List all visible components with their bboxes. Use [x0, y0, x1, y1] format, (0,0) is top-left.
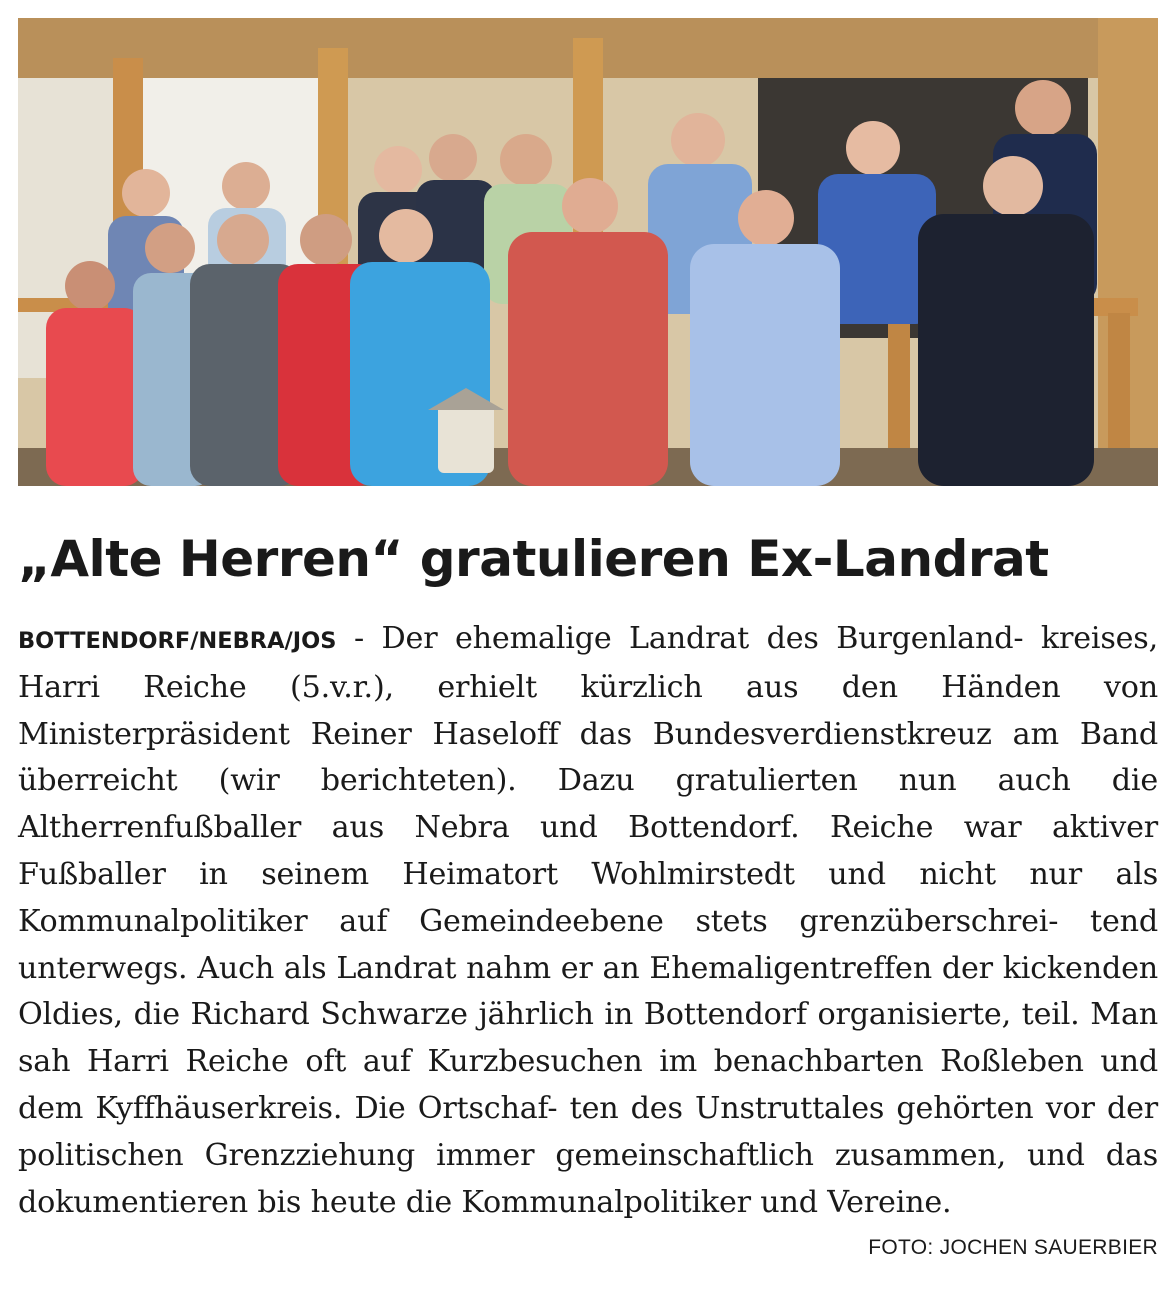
- article-headline: „Alte Herren“ gratulieren Ex-Landrat: [18, 530, 1049, 588]
- article-line: Ministerpräsident Reiner Haseloff das Bundesverdienstkreuz am: [18, 716, 1059, 752]
- article-body: [18, 616, 1158, 1226]
- article-line: ten des Unstruttales gehörten vor der politischen Grenzziehung: [18, 1090, 1158, 1173]
- article-line: tend unterwegs. Auch als Landrat nahm er an Ehemaligentreffen: [18, 903, 1158, 986]
- article-line: der kickenden Oldies, die Richard Schwarze jährlich in Bottendorf: [18, 950, 1158, 1033]
- article-line: kreises, Harri Reiche (5.v.r.), erhielt kürzlich aus den Händen von: [18, 621, 1158, 705]
- article-line: Band überreicht (wir berichteten). Dazu gratulierten nun auch die: [18, 716, 1158, 799]
- article-line: immer gemeinschaftlich zusammen, und das dokumentieren bis: [18, 1137, 1158, 1220]
- article-dateline: BOTTENDORF/NEBRA/JOS: [18, 628, 337, 654]
- group-photo: [18, 18, 1158, 486]
- article-line: Der ehemalige Landrat des Burgenland-: [381, 621, 1024, 656]
- article-line: heute die Kommunalpolitiker und Vereine.: [310, 1184, 952, 1220]
- article-line: benachbarten Roßleben und dem Kyffhäuserkreis. Die Ortschaf-: [18, 1044, 1158, 1126]
- photo-credit: FOTO: JOCHEN SAUERBIER: [868, 1236, 1158, 1259]
- article-line: Fußballer in seinem Heimatort Wohlmirstedt und nicht nur als: [18, 856, 1158, 892]
- article-line: Kommunalpolitiker auf Gemeindeebene stets grenzüberschrei-: [18, 903, 1059, 939]
- article-line: organisierte, teil. Man sah Harri Reiche oft auf Kurzbesuchen im: [18, 997, 1158, 1080]
- article-line: Altherrenfußballer aus Nebra und Bottendorf. Reiche war aktiver: [18, 810, 1158, 846]
- dateline-separator: -: [336, 621, 382, 656]
- group-photo-image: [18, 18, 1158, 486]
